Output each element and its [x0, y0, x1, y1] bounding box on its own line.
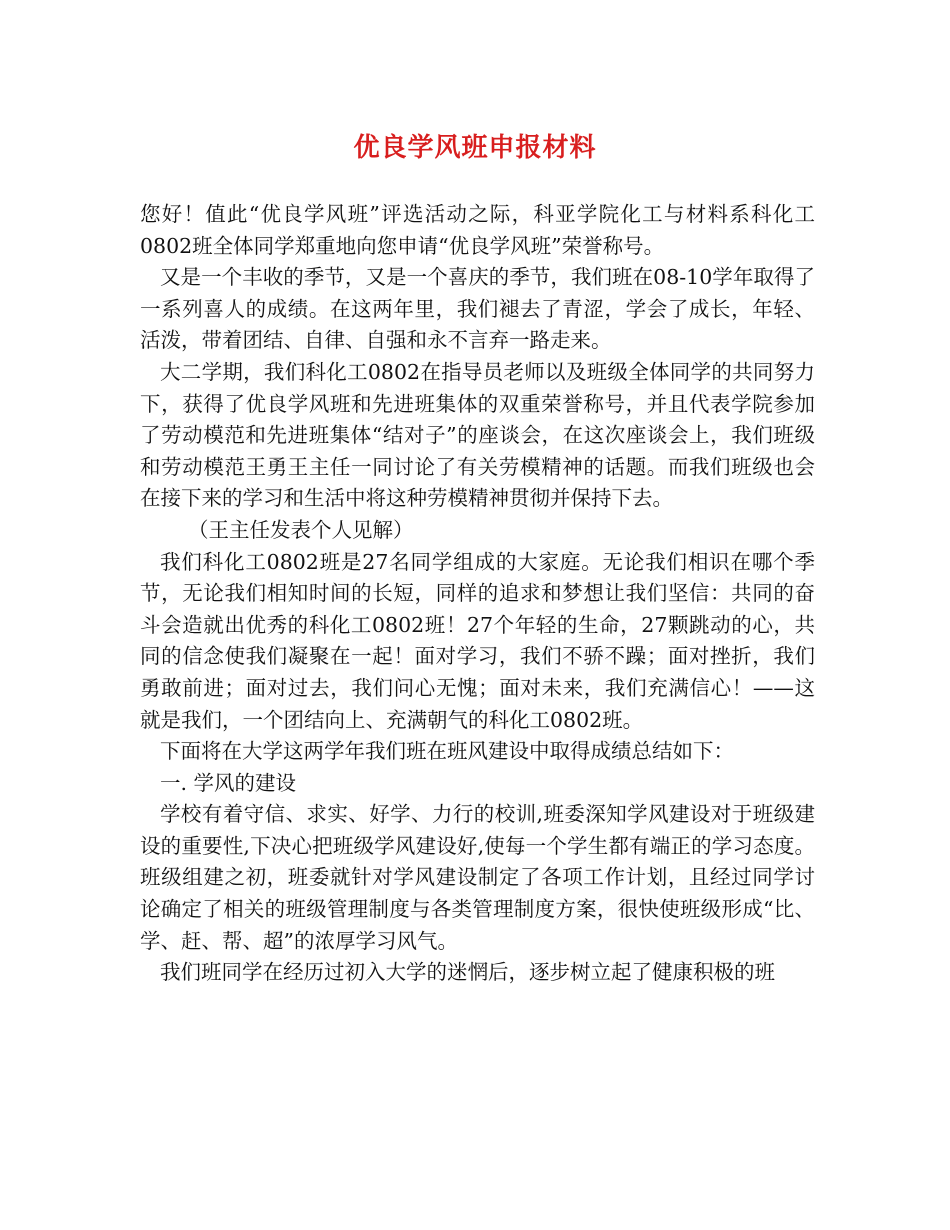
paragraph: 又是一个丰收的季节，又是一个喜庆的季节，我们班在08-10学年取得了一系列喜人的成绩。在这两年里，我们褪去了青涩，学会了成长，年轻、活泼，带着团结、自律、自强和永不言弃一路走来。 — [140, 265, 815, 353]
section-heading: 一. 学风的建设 — [160, 770, 297, 795]
document-body — [140, 199, 815, 989]
document-title: 优良学风班申报材料 — [353, 133, 597, 163]
paragraph: 下面将在大学这两学年我们班在班风建设中取得成绩总结如下： — [160, 739, 734, 764]
paragraph: 大二学期，我们科化工0802在指导员老师以及班级全体同学的共同努力下，获得了优良学风班和先进班集体的双重荣誉称号，并且代表学院参加了劳动模范和先进班集体“结对子”的座谈会，在这次座谈会上，我们班级和劳动模范王勇王主任一同讨论了有关劳模精神的话题。而我们班级也会在接下来的学习和生活中将这种劳模精神贯彻并保持下去。 — [140, 359, 815, 511]
paragraph: 学校有着守信、求实、好学、力行的校训,班委深知学风建设对于班级建设的重要性,下决心把班级学风建设好,使每一个学生都有端正的学习态度。班级组建之初，班委就针对学风建设制定了各项工作计划，且经过同学讨论确定了相关的班级管理制度与各类管理制度方案，很快使班级形成“比、学、赶、帮、超”的浓厚学习风气。 — [140, 802, 815, 953]
paragraph: （王主任发表个人见解） — [188, 517, 414, 542]
paragraph: 我们班同学在经历过初入大学的迷惘后，逐步树立起了健康积极的班 — [160, 960, 775, 985]
paragraph: 我们科化工0802班是27名同学组成的大家庭。无论我们相识在哪个季节，无论我们相知时间的长短，同样的追求和梦想让我们坚信：共同的奋斗会造就出优秀的科化工0802班！27个年轻的生命，27颗跳动的心，共同的信念使我们凝聚在一起！面对学习，我们不骄不躁；面对挫折，我们勇敢前进；面对过去，我们问心无愧；面对未来，我们充满信心！——这就是我们，一个团结向上、充满朝气的科化工0802班。 — [140, 549, 815, 732]
paragraph: 您好！值此“优良学风班”评选活动之际，科亚学院化工与材料系科化工0802班全体同学郑重地向您申请“优良学风班”荣誉称号。 — [140, 202, 815, 258]
